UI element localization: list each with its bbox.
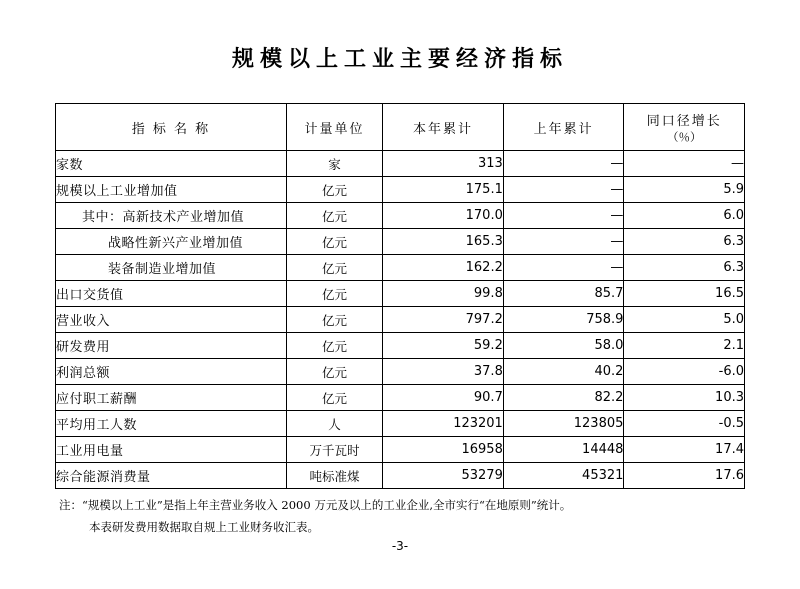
cell-unit: 吨标准煤 — [286, 463, 382, 489]
cell-current-year: 170.0 — [383, 203, 504, 229]
cell-unit: 亿元 — [286, 359, 382, 385]
cell-unit: 亿元 — [286, 203, 382, 229]
cell-indicator-name: 研发费用 — [56, 333, 287, 359]
cell-growth: 5.0 — [624, 307, 745, 333]
cell-indicator-name: 营业收入 — [56, 307, 287, 333]
cell-growth: 6.3 — [624, 255, 745, 281]
table-row — [56, 151, 745, 177]
cell-current-year: 59.2 — [383, 333, 504, 359]
column-header-current-year: 本年累计 — [383, 104, 504, 151]
cell-previous-year: 123805 — [503, 411, 624, 437]
cell-previous-year: — — [503, 151, 624, 177]
cell-growth: 17.4 — [624, 437, 745, 463]
table-header — [56, 104, 745, 151]
cell-previous-year: 758.9 — [503, 307, 624, 333]
note-line-1: 注：“规模以上工业”是指上年主营业务收入 2000 万元及以上的工业企业,全市实行“在地原则”统计。 — [59, 498, 572, 512]
table-row — [56, 255, 745, 281]
table-row — [56, 385, 745, 411]
note-line-2: 本表研发费用数据取自规上工业财务收汇表。 — [89, 519, 319, 534]
cell-current-year: 99.8 — [383, 281, 504, 307]
main-table-container — [55, 103, 745, 489]
cell-growth: -0.5 — [624, 411, 745, 437]
cell-current-year: 797.2 — [383, 307, 504, 333]
cell-indicator-name: 综合能源消费量 — [56, 463, 287, 489]
column-header-unit: 计量单位 — [286, 104, 382, 151]
cell-previous-year: 14448 — [503, 437, 624, 463]
cell-indicator-name: 其中：高新技术产业增加值 — [56, 203, 287, 229]
economic-indicators-table — [55, 103, 745, 489]
cell-unit: 亿元 — [286, 333, 382, 359]
table-row — [56, 281, 745, 307]
cell-previous-year: 45321 — [503, 463, 624, 489]
cell-indicator-name: 战略性新兴产业增加值 — [56, 229, 287, 255]
growth-header-unit: （％） — [666, 129, 702, 144]
cell-unit: 人 — [286, 411, 382, 437]
cell-unit: 亿元 — [286, 385, 382, 411]
cell-previous-year: — — [503, 255, 624, 281]
cell-indicator-name: 平均用工人数 — [56, 411, 287, 437]
column-header-indicator-name: 指 标 名 称 — [56, 104, 287, 151]
cell-unit: 亿元 — [286, 229, 382, 255]
cell-current-year: 123201 — [383, 411, 504, 437]
page-title: 规模以上工业主要经济指标 — [231, 46, 568, 72]
cell-previous-year: 40.2 — [503, 359, 624, 385]
cell-current-year: 53279 — [383, 463, 504, 489]
cell-growth: — — [624, 151, 745, 177]
cell-indicator-name: 应付职工薪酬 — [56, 385, 287, 411]
cell-growth: 17.6 — [624, 463, 745, 489]
cell-growth: 10.3 — [624, 385, 745, 411]
table-row — [56, 411, 745, 437]
cell-unit: 亿元 — [286, 307, 382, 333]
cell-current-year: 37.8 — [383, 359, 504, 385]
table-row — [56, 437, 745, 463]
cell-previous-year: 58.0 — [503, 333, 624, 359]
cell-previous-year: 82.2 — [503, 385, 624, 411]
page-number: -3- — [391, 539, 409, 553]
cell-current-year: 90.7 — [383, 385, 504, 411]
cell-unit: 亿元 — [286, 177, 382, 203]
cell-indicator-name: 家数 — [56, 151, 287, 177]
cell-current-year: 313 — [383, 151, 504, 177]
cell-previous-year: — — [503, 203, 624, 229]
cell-previous-year: 85.7 — [503, 281, 624, 307]
cell-previous-year: — — [503, 229, 624, 255]
cell-unit: 万千瓦时 — [286, 437, 382, 463]
table-body — [56, 151, 745, 489]
document-page — [0, 42, 800, 589]
cell-current-year: 165.3 — [383, 229, 504, 255]
table-row — [56, 177, 745, 203]
column-header-previous-year: 上年累计 — [503, 104, 624, 151]
cell-unit: 亿元 — [286, 255, 382, 281]
cell-growth: 6.0 — [624, 203, 745, 229]
cell-indicator-name: 装备制造业增加值 — [56, 255, 287, 281]
table-notes — [55, 495, 745, 539]
cell-current-year: 16958 — [383, 437, 504, 463]
cell-growth: 16.5 — [624, 281, 745, 307]
table-row — [56, 463, 745, 489]
cell-growth: 6.3 — [624, 229, 745, 255]
cell-unit: 家 — [286, 151, 382, 177]
column-header-growth — [624, 104, 745, 151]
cell-indicator-name: 规模以上工业增加值 — [56, 177, 287, 203]
table-row — [56, 307, 745, 333]
cell-indicator-name: 工业用电量 — [56, 437, 287, 463]
cell-current-year: 162.2 — [383, 255, 504, 281]
table-header-row — [56, 104, 745, 151]
table-row — [56, 229, 745, 255]
cell-growth: 2.1 — [624, 333, 745, 359]
cell-unit: 亿元 — [286, 281, 382, 307]
growth-header-main: 同口径增长 — [646, 113, 722, 129]
cell-current-year: 175.1 — [383, 177, 504, 203]
cell-indicator-name: 出口交货值 — [56, 281, 287, 307]
cell-growth: 5.9 — [624, 177, 745, 203]
cell-previous-year: — — [503, 177, 624, 203]
table-row — [56, 359, 745, 385]
table-row — [56, 203, 745, 229]
cell-growth: -6.0 — [624, 359, 745, 385]
cell-indicator-name: 利润总额 — [56, 359, 287, 385]
table-row — [56, 333, 745, 359]
